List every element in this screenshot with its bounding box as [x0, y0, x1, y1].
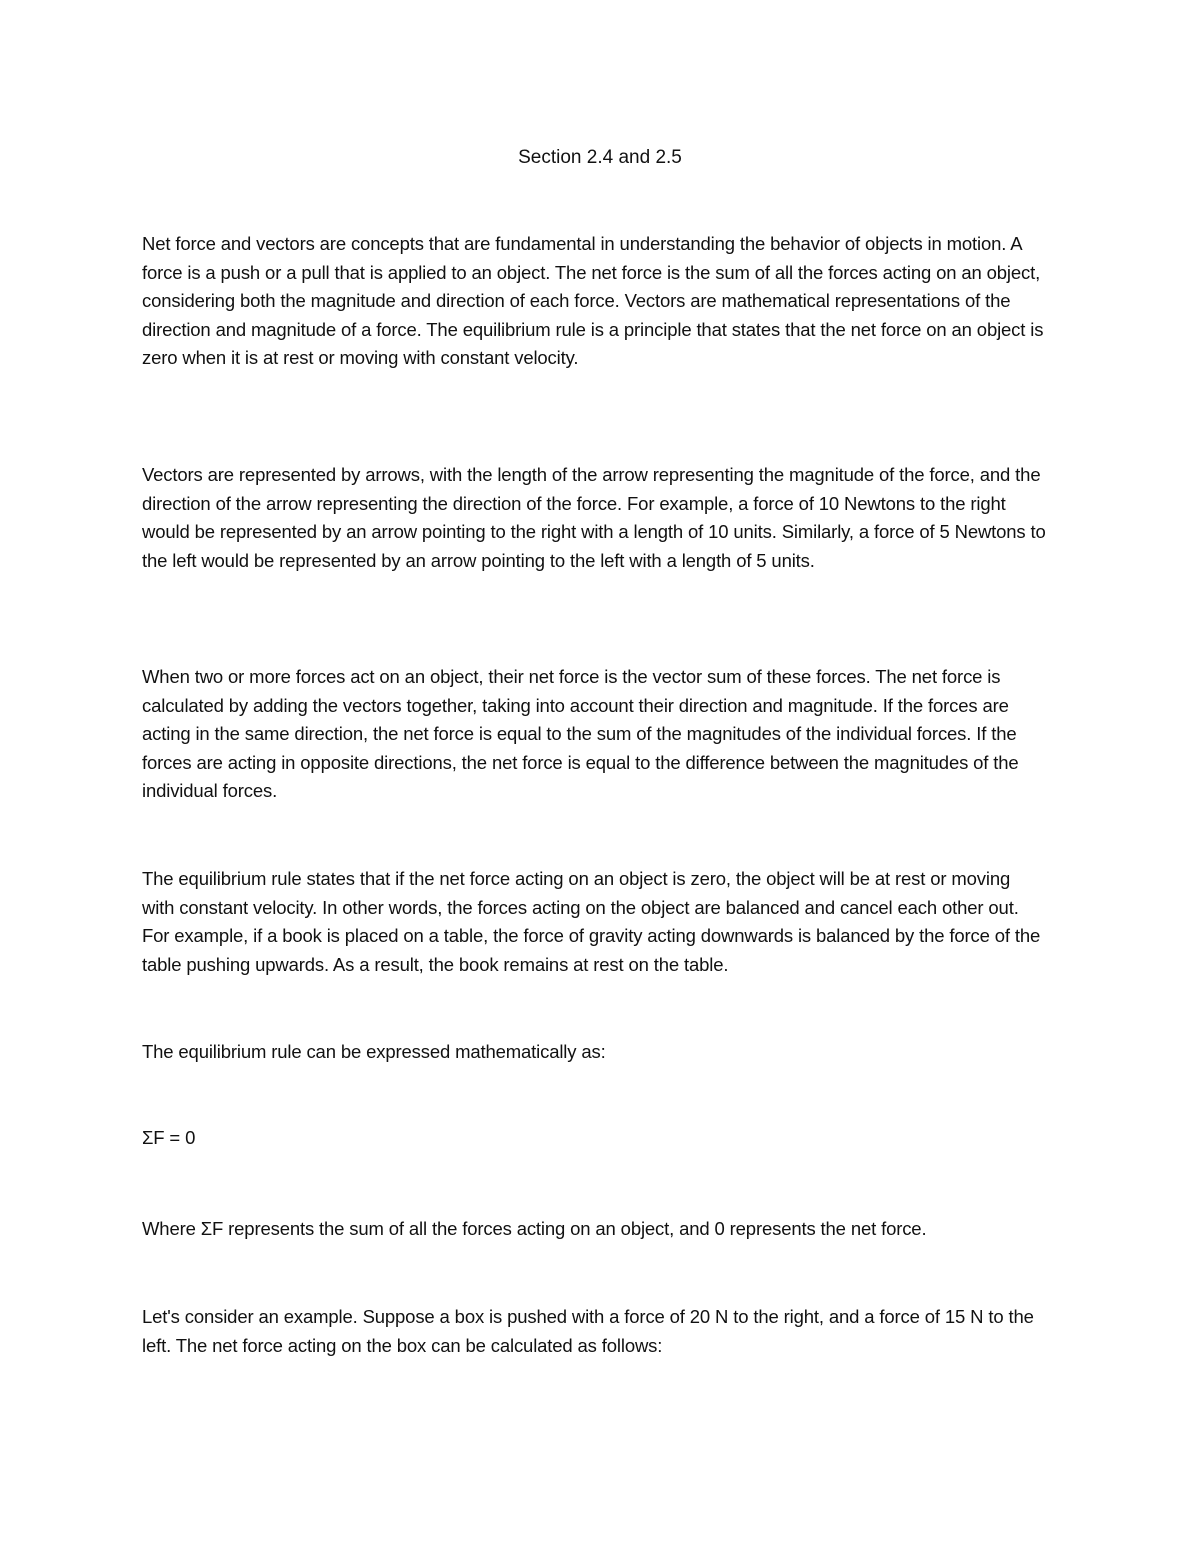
paragraph-vector-arrows: Vectors are represented by arrows, with the length of the arrow representing the magnitude of the force, and the direction of the arrow representing the direction of the force. For example, a force of 10 Newtons to the right would be represented by an arrow pointing to the right with a length of 10 units. Similarly, a force of 5 Newtons to the left would be represented by an arrow pointing to the left with a length of 5 units. [142, 464, 1046, 571]
paragraph-equilibrium-rule: The equilibrium rule states that if the net force acting on an object is zero, the object will be at rest or moving with constant velocity. In other words, the forces acting on the object are balanced and cancel each other out. For example, if a book is placed on a table, the force of gravity acting downwards is balanced by the force of the table pushing upwards. As a result, the book remains at rest on the table. [142, 868, 1041, 975]
paragraph-vector-sum: When two or more forces act on an object, their net force is the vector sum of these forces. The net force is calculated by adding the vectors together, taking into account their direction and magnitude. If the forces are acting in the same direction, the net force is equal to the sum of the magnitudes of the individual forces. If the forces are acting in opposite directions, the net force is equal to the difference between the magnitudes of the individual forces. [142, 666, 1019, 801]
page-title: Section 2.4 and 2.5 [518, 147, 682, 168]
paragraph-net-force-intro: Net force and vectors are concepts that are fundamental in understanding the behavior of objects in motion. A force is a push or a pull that is applied to an object. The net force is the sum of all the forces acting on an object, considering both the magnitude and direction of each force. Vectors are mathematical representations of the direction and magnitude of a force. The equilibrium rule is a principle that states that the net force on an object is zero when it is at rest or moving with constant velocity. [142, 233, 1044, 368]
paragraph-equation-explanation: Where ΣF represents the sum of all the forces acting on an object, and 0 represents the net force. [142, 1218, 927, 1239]
paragraph-equilibrium-expression: The equilibrium rule can be expressed mathematically as: [142, 1041, 606, 1062]
paragraph-example: Let's consider an example. Suppose a box is pushed with a force of 20 N to the right, and a force of 15 N to the left. The net force acting on the box can be calculated as follows: [142, 1306, 1034, 1356]
equation-sum-of-forces: ΣF = 0 [142, 1127, 196, 1148]
